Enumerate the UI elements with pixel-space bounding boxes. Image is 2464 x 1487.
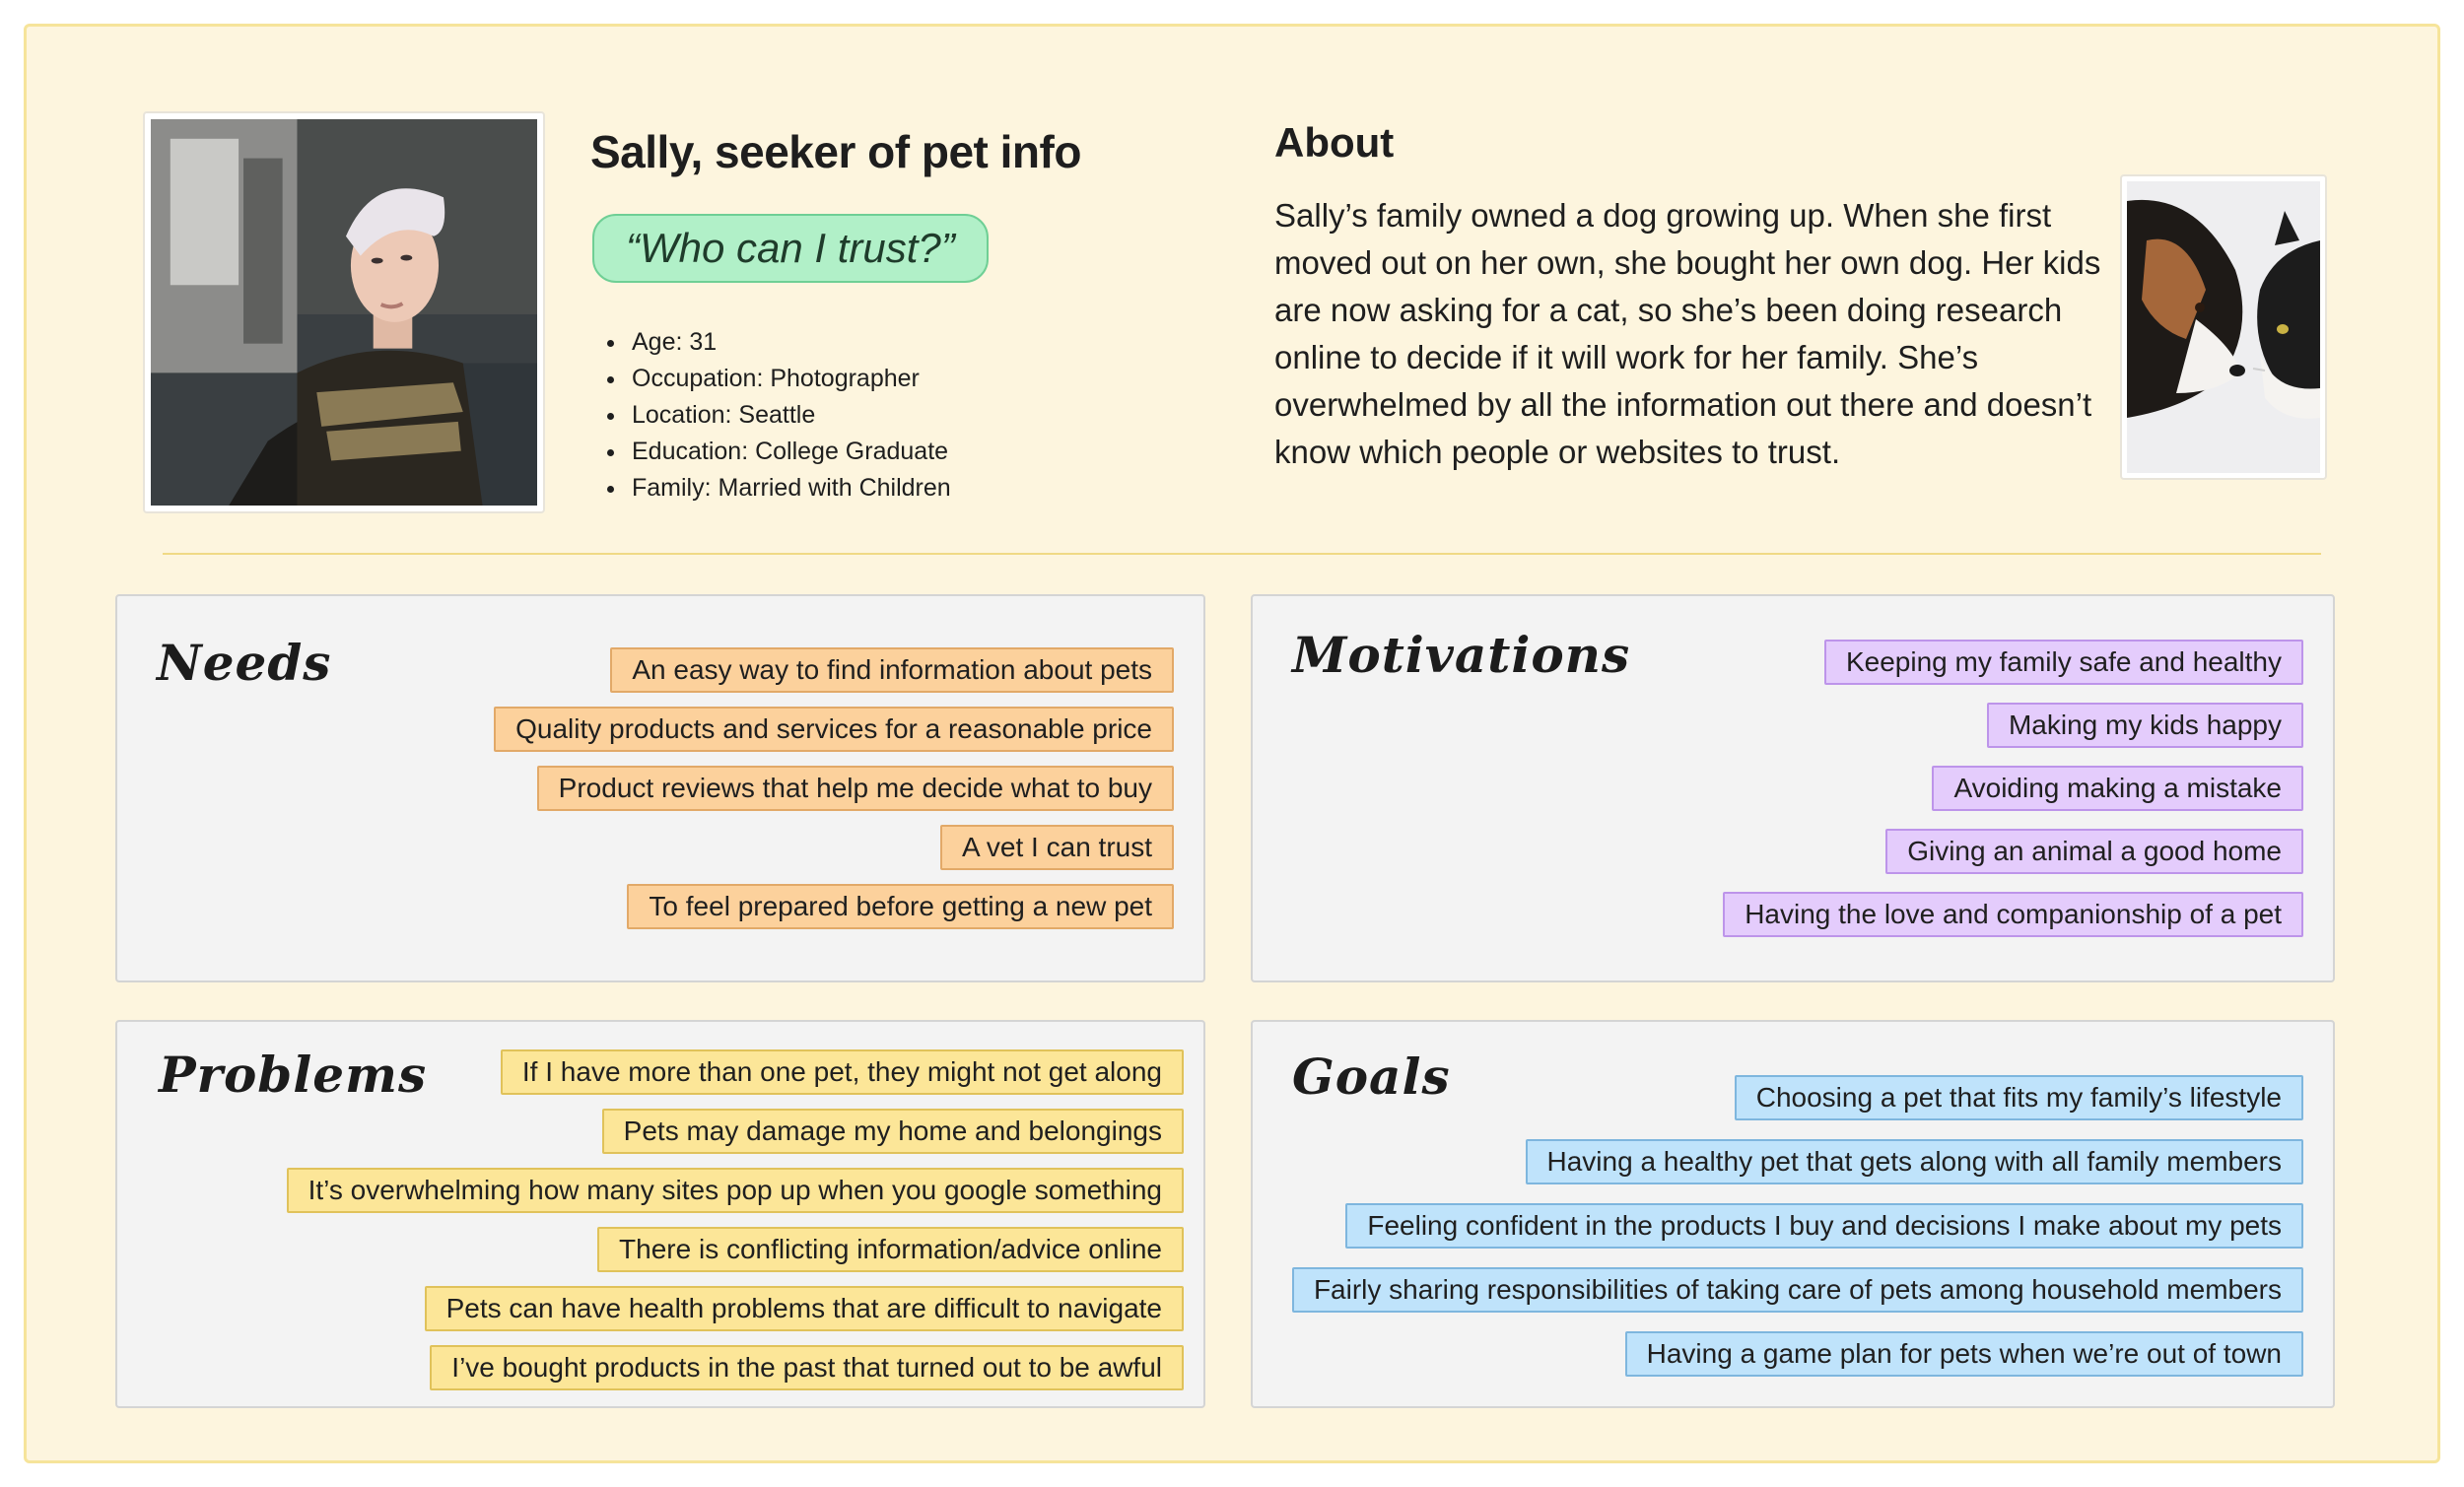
needs-list — [494, 647, 1174, 943]
fact-occupation: • Occupation: Photographer — [628, 361, 951, 397]
goals-heading: Goals — [1292, 1048, 1451, 1106]
fact-education: • Education: College Graduate — [628, 434, 951, 470]
goals-sticky[interactable]: Having a healthy pet that gets along with all family members — [1526, 1139, 2304, 1184]
fact-age: • Age: 31 — [628, 324, 951, 361]
problems-sticky[interactable]: I’ve bought products in the past that turned out to be awful — [430, 1345, 1184, 1390]
persona-quote: “Who can I trust?” — [592, 214, 989, 283]
needs-panel — [115, 594, 1205, 982]
persona-facts-list — [602, 324, 951, 507]
dog-and-cat-image — [2127, 181, 2320, 473]
problems-sticky[interactable]: If I have more than one pet, they might not get along — [501, 1049, 1184, 1095]
needs-sticky[interactable]: Quality products and services for a reasonable price — [494, 707, 1174, 752]
about-heading: About — [1274, 119, 1395, 166]
woman-portrait-image — [151, 119, 537, 506]
goals-sticky[interactable]: Choosing a pet that fits my family’s lifestyle — [1735, 1075, 2303, 1120]
goals-sticky[interactable]: Fairly sharing responsibilities of taking care of pets among household members — [1292, 1267, 2303, 1313]
needs-heading: Needs — [157, 634, 332, 692]
needs-sticky[interactable]: An easy way to find information about pets — [610, 647, 1174, 693]
goals-sticky[interactable]: Feeling confident in the products I buy and decisions I make about my pets — [1345, 1203, 2303, 1249]
motivations-sticky[interactable]: Giving an animal a good home — [1885, 829, 2303, 874]
section-divider — [163, 553, 2321, 555]
goals-list — [1292, 1075, 2303, 1395]
about-text: Sally’s family owned a dog growing up. When she first moved out on her own, she bought her own dog. Her kids are now asking for a cat, so she’s been doing research online to decide if it will work for her family. She’s overwhelmed by all the information out there and doesn’t know which people or websites to trust. — [1274, 197, 2101, 470]
persona-name: Sally, seeker of pet info — [590, 126, 1081, 177]
problems-sticky[interactable]: There is conflicting information/advice online — [597, 1227, 1184, 1272]
problems-sticky[interactable]: It’s overwhelming how many sites pop up when you google something — [287, 1168, 1184, 1213]
motivations-sticky[interactable]: Keeping my family safe and healthy — [1824, 640, 2303, 685]
fact-family: • Family: Married with Children — [628, 470, 951, 507]
motivations-sticky[interactable]: Having the love and companionship of a pet — [1723, 892, 2303, 937]
pets-photo — [2120, 174, 2327, 480]
goals-panel — [1251, 1020, 2335, 1408]
problems-sticky[interactable]: Pets can have health problems that are difficult to navigate — [425, 1286, 1184, 1331]
motivations-sticky[interactable]: Avoiding making a mistake — [1932, 766, 2303, 811]
problems-list — [287, 1049, 1184, 1404]
needs-sticky[interactable]: Product reviews that help me decide what to buy — [537, 766, 1174, 811]
problems-heading: Problems — [159, 1046, 428, 1104]
problems-panel — [115, 1020, 1205, 1408]
problems-sticky[interactable]: Pets may damage my home and belongings — [602, 1109, 1184, 1154]
motivations-panel — [1251, 594, 2335, 982]
persona-photo — [143, 111, 545, 513]
needs-sticky[interactable]: A vet I can trust — [940, 825, 1174, 870]
motivations-list — [1723, 640, 2303, 955]
fact-location: • Location: Seattle — [628, 397, 951, 434]
goals-sticky[interactable]: Having a game plan for pets when we’re out of town — [1625, 1331, 2303, 1377]
motivations-heading: Motivations — [1292, 626, 1631, 684]
persona-board — [24, 24, 2440, 1463]
motivations-sticky[interactable]: Making my kids happy — [1987, 703, 2303, 748]
needs-sticky[interactable]: To feel prepared before getting a new pet — [627, 884, 1174, 929]
